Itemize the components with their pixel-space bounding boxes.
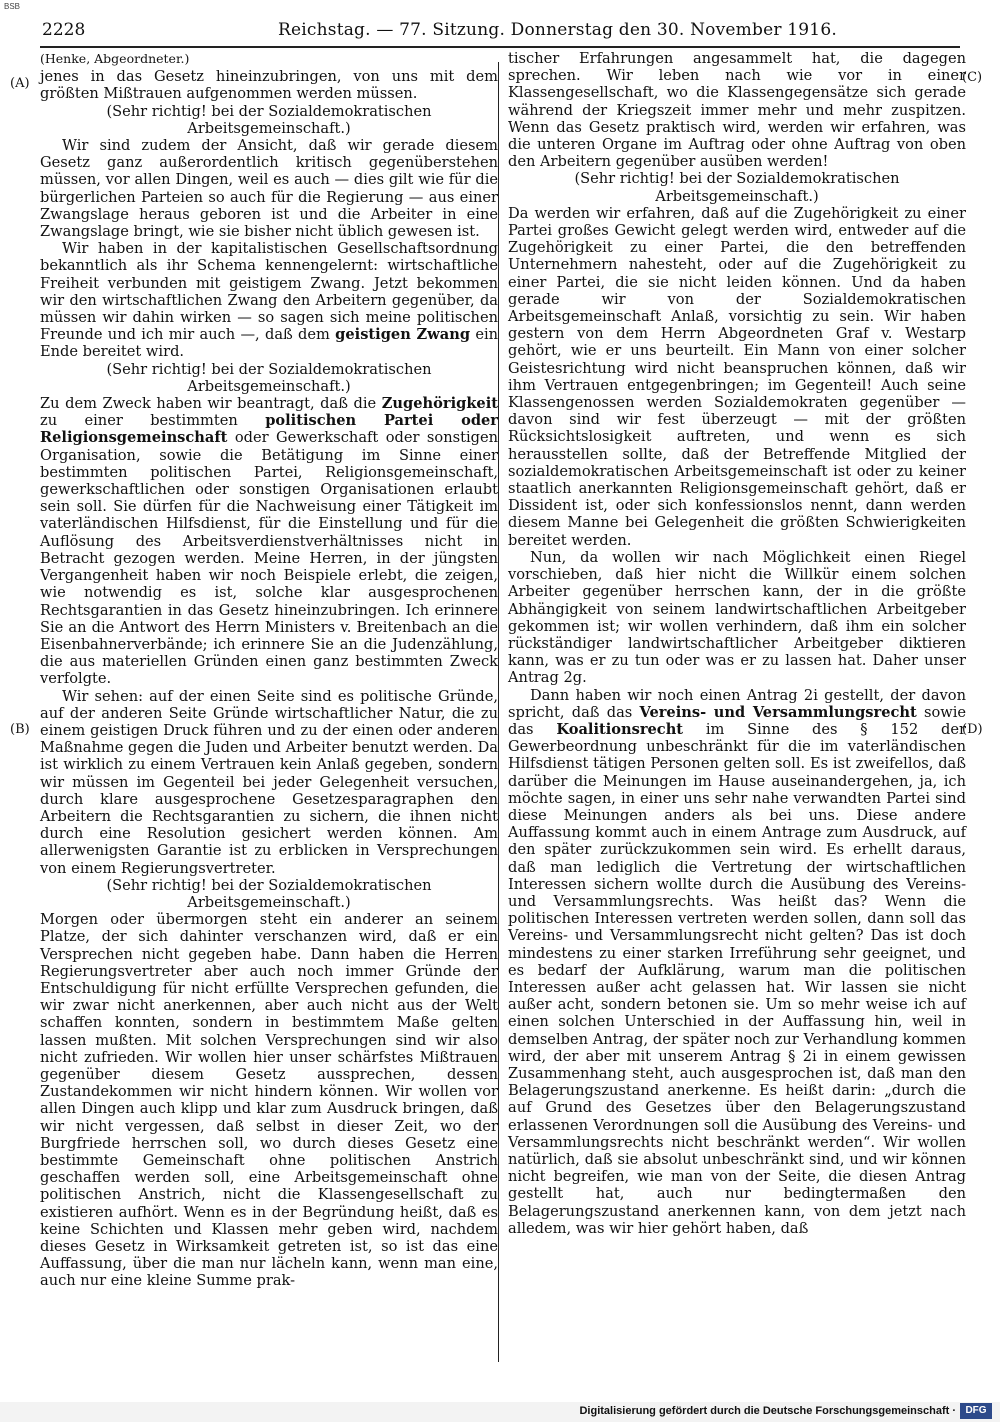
paragraph: Dann haben wir noch einen Antrag 2i gestellt, der davon spricht, daß das Vereins- und Versammlungsrecht sowie das Koalitionsrecht im Sinne des § 152 der Gewerbeordnung unbeschränkt für die im vaterländischen Hilfsdienst tätigen Personen gelten soll. Es ist zweifellos, daß darüber die Meinungen im Hause auseinandergehen, ja, ich möchte sagen, in einer uns sehr nahe verwandten Partei sind diese Meinungen anders als bei uns. Diese andere Auffassung kommt auch in einem Antrage zum Ausdruck, auf den später zurückzukommen sein wird. Es erhellt daraus, daß man lediglich die Vertretung der wirtschaftlichen Interessen sichern wollte durch die Ausübung des Vereins- und Versammlungsrechts. Was heißt das? Wenn die politischen Interessen vertreten werden sollen, dann soll das Vereins- und Versammlungsrecht nicht gelten? Das ist doch mindestens zu einer starken Irreführung sehr geeignet, und es bedarf der Aufklärung, warum man die politischen Interessen außer acht gelassen hat. Wir lassen sie nicht außer acht, sondern betonen sie. Um so mehr weise ich auf einen solchen Unterschied in der Auffassung hin, weil in demselben Antrag, der später noch zur Verhandlung kommen wird, der aber mit unserem Antrag § 2i in einem gewissen Zusammenhang steht, auch ausgesprochen ist, daß man den Belagerungszustand anerkenne. Es heißt darin: „durch die auf Grund des Gesetzes über den Belagerungszustand erlassenen Verordnungen soll die Ausübung des Vereins- und Versammlungsrechts nicht beschränkt werden“. Wir wollen natürlich, daß sie absolut unbeschränkt sind, und wir können nicht begreifen, wie man von der Seite, die diesen Antrag gestellt hat, auch nur bedingtermaßen den Belagerungszustand anerkennen kann, von dem jetzt nach alledem, was wir hier gehört haben, daß bbox=[508, 686, 967, 1237]
paragraph: Da werden wir erfahren, daß auf die Zugehörigkeit zu einer Partei großes Gewicht gelegt werden wird, entweder auf die Zugehörigkeit zu einer Partei, die den betreffenden Unternehmern nahesteht, oder auf die Zugehörigkeit zu einer Partei, die sie nicht leiden können. Und da haben gerade wir von der Sozialdemokratischen Arbeitsgemeinschaft Anlaß, vorsichtig zu sein. Wir haben gestern von dem Herrn Abgeordneten Graf v. Westarp gehört, wie er uns beurteilt. Ein Mann von einer solcher Geistesrichtung wird nicht beanspruchen können, daß wir ihm Vertrauen entgegenbringen; im Gegenteil! Auch seine Klassengenossen werden Sozialdemokraten gegenüber — davon sind wir fest überzeugt — mit der größten Rücksichtslosigkeit auftreten, und wenn es sich herausstellen sollte, daß der Betreffende Mitglied der sozialdemokratischen Arbeitsgemeinschaft ist oder zu keiner staatlich anerkannten Religionsgemeinschaft gehört, daß er Dissident ist, oder sich konfessionslos nennt, dann werden diesem Manne bei Gelegenheit die größten Schwierigkeiten bereitet werden. bbox=[508, 204, 966, 549]
paragraph: Nun, da wollen wir nach Möglichkeit einen Riegel vorschieben, daß hier nicht die Willkür einem solchen Arbeiter gegenüber herrschen kann, der in die größte Abhängigkeit von seinem landwirtschaftlichen Arbeitgeber gekommen ist; wir wollen verhindern, daß ihm ein solcher rückständiger landwirtschaftlicher Arbeitgeber diktieren kann, was er zu tun oder was er zu lassen hat. Daher unser Antrag 2g. bbox=[508, 548, 966, 687]
interjection: (Sehr richtig! bei der Sozialdemokratischen Arbeitsgemeinschaft.) bbox=[574, 170, 900, 205]
speaker-label: (Henke, Abgeordneter.) bbox=[40, 51, 190, 66]
emphasis: politischen Partei oder Religionsgemeinschaft bbox=[40, 412, 498, 447]
column-divider bbox=[498, 62, 499, 1362]
bsb-watermark: BSB bbox=[4, 2, 21, 11]
left-column bbox=[40, 50, 498, 1290]
emphasis: geistigen Zwang bbox=[335, 326, 471, 344]
right-column bbox=[508, 50, 966, 1237]
paragraph: Morgen oder übermorgen steht ein anderer an seinem Platze, der sich dahinter verschanzen wird, daß er ein Versprechen nicht gegeben habe. Dann haben die Herren Regierungsvertreter aber auch noch immer Gründe der Entschuldigung für nicht erfüllte Versprechen gefunden, die wir zwar nicht anerkennen, aber auch nicht aus der Welt schaffen konnten, sondern in bestimmtem Maße gelten lassen mußten. Mit solchen Versprechungen sind wir also nicht zufrieden. Wir wollen hier unser schärfstes Mißtrauen gegenüber diesem Gesetz aussprechen, dessen Zustandekommen wir nicht hindern können. Wir wollen vor allen Dingen auch klipp und klar zum Ausdruck bringen, daß wir nicht vergessen, daß selbst in dieser Zeit, wo der Burgfriede herrschen soll, wo durch dieses Gesetz eine bestimmte Gemeinschaft ohne politischen Anstrich geschaffen werden soll, eine Arbeitsgemeinschaft ohne politischen Anstrich, nicht die Klassengesellschaft zu existieren aufhört. Wenn es in der Begründung heißt, daß es keine Schichten und Klassen mehr geben wird, nachdem dieses Gesetz in Wirksamkeit getreten ist, so ist das eine Auffassung, über die man nur lächeln kann, wenn man eine, auch nur eine kleine Summe prak- bbox=[40, 911, 498, 1290]
paragraph: Wir sehen: auf der einen Seite sind es politische Gründe, auf der anderen Seite Gründe wirtschaftlicher Natur, die zu einem geistigen Druck führen und zu der einen oder anderen Maßnahme gegen die Juden und Arbeiter benutzt werden. Da ist wirklich zu einem Vertrauen kein Anlaß gegeben, sondern wir müssen im Gegenteil bei jeder Gelegenheit versuchen, durch klare ausgesprochene Gesetzesparagraphen den Arbeitern die Rechtsgarantien zu sichern, die ihnen nicht durch eine Resolution gesichert werden können. Am allerwenigsten Garantie ist zu erblicken in Versprechungen von einem Regierungsvertreter. bbox=[40, 687, 498, 877]
emphasis: Zugehörigkeit bbox=[381, 395, 498, 413]
margin-marker-c: (C) bbox=[962, 70, 983, 85]
page-number: 2228 bbox=[42, 20, 86, 40]
paragraph: jenes in das Gesetz hineinzubringen, von uns mit dem größten Mißtrauen aufgenommen werden müssen. bbox=[40, 68, 498, 103]
emphasis: Vereins- und Versammlungsrecht bbox=[639, 703, 917, 721]
header-rule bbox=[40, 46, 960, 48]
emphasis: Koalitionsrecht bbox=[556, 720, 684, 738]
interjection: (Sehr richtig! bei der Sozialdemokratischen Arbeitsgemeinschaft.) bbox=[106, 360, 432, 395]
paragraph: Wir haben in der kapitalistischen Gesellschaftsordnung bekanntlich als ihr Schema kennengelernt: wirtschaftliche Freiheit verbunden mit geistigem Zwang. Jetzt bekommen wir den wirtschaftlichen Zwang den Arbeitern gegenüber, da müssen wir dahin wirken — so sagen sich meine politischen Freunde und ich mir auch —, daß dem geistigen Zwang ein Ende bereitet wird. bbox=[40, 240, 499, 361]
interjection: (Sehr richtig! bei der Sozialdemokratischen Arbeitsgemeinschaft.) bbox=[106, 876, 432, 911]
margin-marker-b: (B) bbox=[10, 722, 30, 737]
running-head: Reichstag. — 77. Sitzung. Donnerstag den 30. November 1916. bbox=[278, 20, 837, 40]
footer-credit: Digitalisierung gefördert durch die Deutsche Forschungsgemeinschaft · bbox=[579, 1405, 956, 1417]
paragraph: Zu dem Zweck haben wir beantragt, daß die Zugehörigkeit zu einer bestimmten politischen Partei oder Religionsgemeinschaft oder Gewerkschaft oder sonstigen Organisation, sowie die Betätigung im Sinne einer bestimmten politischen Partei, Religionsgemeinschaft, gewerkschaftlichen oder sonstigen Organisationen erlaubt sein soll. Sie dürfen für die Nachweisung einer Tätigkeit im vaterländischen Hilfsdienst, für die Einstellung und für die Auflösung des Arbeitsverdienstverhältnisses nicht in Betracht gezogen werden. Meine Herren, in der jüngsten Vergangenheit haben wir noch Beispiele erlebt, die zeigen, wie notwendig es ist, solche klar ausgesprochenen Rechtsgarantien in das Gesetz hineinzubringen. Ich erinnere Sie an die Antwort des Herrn Ministers v. Breitenbach an die Eisenbahnerverbände; ich erinnere Sie an die Judenzählung, die aus materiellen Gründen einen ganz bestimmten Zweck verfolgte. bbox=[40, 395, 498, 688]
paragraph: Wir sind zudem der Ansicht, daß wir gerade diesem Gesetz ganz außerordentlich kritisch gegenüberstehen müssen, vor allen Dingen, weil es auch — dies gilt wie für die bürgerlichen Parteien so auch für die Regierung — aus einer Zwangslage heraus geboren ist und die Arbeiter in eine Zwangslage bringt, wie sie bisher nicht üblich gewesen ist. bbox=[40, 137, 498, 241]
margin-marker-a: (A) bbox=[10, 76, 30, 91]
interjection: (Sehr richtig! bei der Sozialdemokratischen Arbeitsgemeinschaft.) bbox=[106, 102, 432, 137]
page-header bbox=[40, 20, 960, 46]
dfg-logo-icon: DFG bbox=[960, 1403, 992, 1419]
paragraph: tischer Erfahrungen angesammelt hat, die dagegen sprechen. Wir leben nach wie vor in einer Klassengesellschaft, wo die Klassengegensätze sich gerade während der Kriegszeit immer mehr und mehr zuspitzen. Wenn das Gesetz praktisch wird, werden wir erfahren, was die unteren Organe im Auftrag oder ohne Auftrag von oben den Arbeitern gegenüber ausüben werden! bbox=[508, 50, 966, 171]
margin-marker-d: (D) bbox=[962, 722, 983, 737]
